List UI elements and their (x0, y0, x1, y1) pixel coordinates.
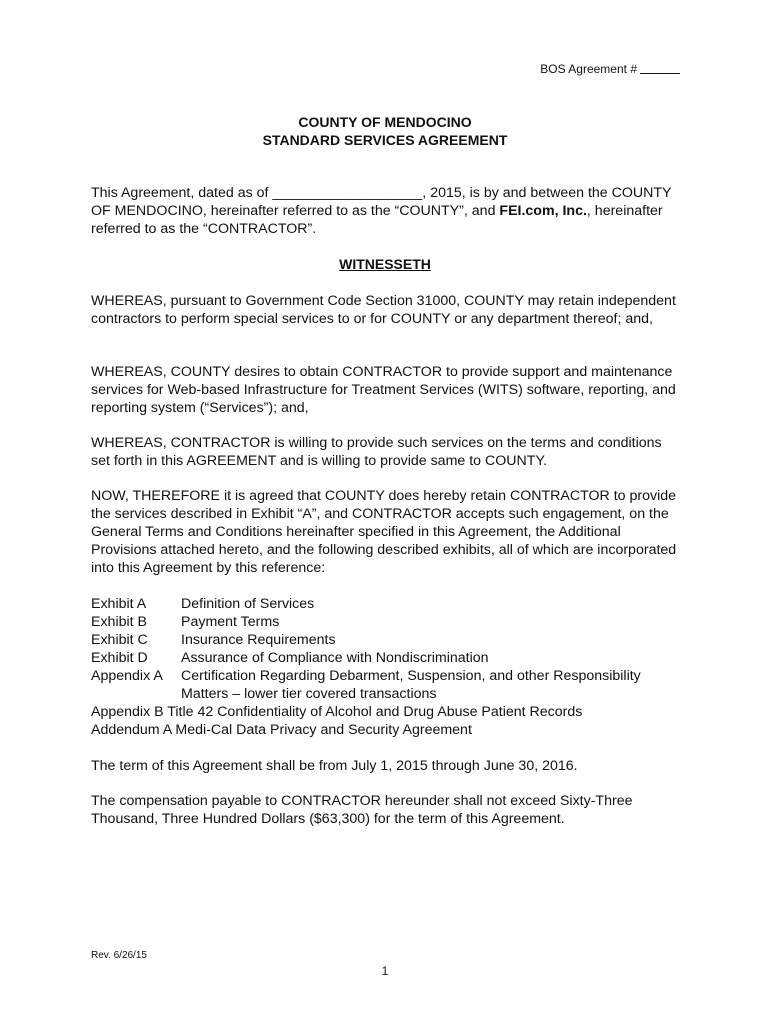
now-therefore-paragraph: NOW, THEREFORE it is agreed that COUNTY does hereby retain CONTRACTOR to provide the services described in Exhibit “A”, and CONTRACTOR accepts such engagement, on the General Terms and Conditions hereinafter specified in this Agreement, the Additional Provisions attached hereto, and the following described exhibits, all of which are incorporated into this Agreement by this reference: (91, 488, 677, 576)
exhibits-list (91, 595, 681, 739)
title-line-2: STANDARD SERVICES AGREEMENT (262, 132, 508, 148)
exhibit-item (91, 667, 681, 703)
compensation-paragraph: The compensation payable to CONTRACTOR hereunder shall not exceed Sixty-Three Thousand, Three Hundred Dollars ($63,300) for the term of this Agreement. (91, 793, 633, 827)
page-number: 1 (381, 964, 389, 978)
exhibit-label: Exhibit B (91, 614, 147, 630)
exhibit-label: Exhibit A (91, 596, 147, 612)
agreement-number-header (540, 62, 680, 76)
intro-paragraph (91, 184, 681, 238)
term-paragraph: The term of this Agreement shall be from July 1, 2015 through June 30, 2016. (91, 758, 578, 774)
exhibit-item (91, 613, 681, 631)
intro-text-1: This Agreement, dated as of ___________________, 2015, is by and between the COUNTY OF MENDOCINO, hereinafter referred to as the “COUNTY”, and (91, 185, 672, 219)
exhibit-desc: Payment Terms (181, 614, 280, 630)
exhibit-desc: Insurance Requirements (181, 632, 336, 648)
whereas-paragraph-1: WHEREAS, pursuant to Government Code Section 31000, COUNTY may retain independent contractors to perform special services to or for COUNTY or any department thereof; and, (91, 293, 676, 327)
contractor-name: FEI.com, Inc. (499, 203, 587, 219)
whereas-paragraph-2: WHEREAS, COUNTY desires to obtain CONTRACTOR to provide support and maintenance services for Web-based Infrastructure for Treatment Services (WITS) software, reporting, and reporting system (“Services”); and, (91, 364, 676, 416)
exhibit-label: Exhibit C (91, 632, 148, 648)
intro-text-2: , hereinafter referred to as the “CONTRACTOR”. (91, 203, 663, 237)
exhibit-desc: Definition of Services (181, 596, 315, 612)
appendix-b-line: Appendix B Title 42 Confidentiality of Alcohol and Drug Abuse Patient Records (91, 704, 583, 720)
witnesseth-heading: WITNESSETH (339, 256, 431, 272)
exhibit-desc: Certification Regarding Debarment, Suspension, and other Responsibility Matters – lower tier covered transactions (181, 668, 641, 702)
exhibit-desc: Assurance of Compliance with Nondiscrimination (181, 650, 489, 666)
exhibit-item (91, 595, 681, 613)
addendum-a-line: Addendum A Medi-Cal Data Privacy and Security Agreement (91, 722, 472, 738)
title-line-1: COUNTY OF MENDOCINO (298, 114, 472, 130)
revision-date: Rev. 6/26/15 (91, 950, 147, 961)
agreement-number-label: BOS Agreement # (540, 62, 637, 76)
exhibit-item (91, 649, 681, 667)
exhibit-item (91, 631, 681, 649)
exhibit-label: Exhibit D (91, 650, 148, 666)
whereas-paragraph-3: WHEREAS, CONTRACTOR is willing to provide such services on the terms and conditions set forth in this AGREEMENT and is willing to provide same to COUNTY. (91, 435, 662, 469)
agreement-number-blank (640, 73, 680, 74)
exhibit-label: Appendix A (91, 668, 163, 684)
document-title (0, 113, 770, 149)
